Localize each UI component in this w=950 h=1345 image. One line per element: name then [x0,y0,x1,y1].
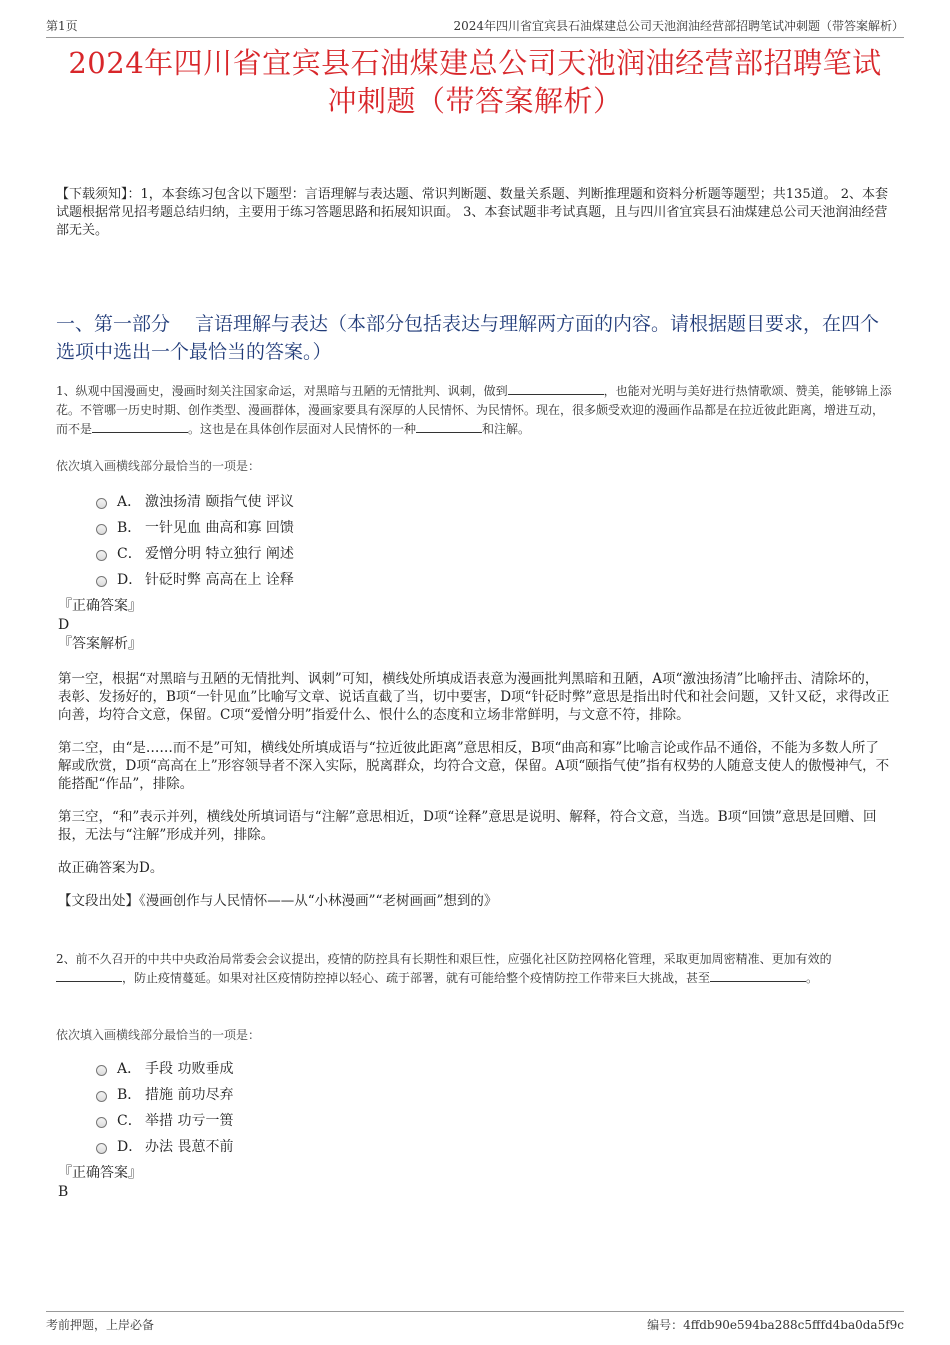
option-text: 爱憎分明 特立独行 阐述 [145,546,294,562]
radio-icon[interactable] [96,1065,107,1076]
radio-icon[interactable] [96,576,107,587]
analysis-paragraph: 第三空，“和”表示并列，横线处所填词语与“注解”意思相近，D项“诠释”意思是说明、解释，符合文意，当选。B项“回馈”意思是回赠、回报，无法与“注解”形成并列，排除。 [58,809,877,843]
question-2-prompt: 依次填入画横线部分最恰当的一项是： [56,1028,261,1042]
blank-line [92,420,188,433]
answer-value: B [58,1184,69,1200]
blank-line [56,969,122,982]
question-2-options [96,1055,233,1159]
option-letter: D． [117,572,143,588]
option-text: 针砭时弊 高高在上 诠释 [145,572,294,588]
option-letter: B． [117,520,142,536]
footer-slogan: 考前押题，上岸必备 [46,1318,155,1332]
running-title: 2024年四川省宜宾县石油煤建总公司天池润油经营部招聘笔试冲刺题（带答案解析） [453,19,904,33]
option-text: 举措 功亏一篑 [145,1113,234,1129]
option-c[interactable] [96,1107,233,1133]
radio-icon[interactable] [96,524,107,535]
question-2-text [56,950,894,988]
analysis-paragraph: 【文段出处】《漫画创作与人民情怀——从“小林漫画”“老树画画”想到的》 [58,893,498,909]
page-header [46,14,904,38]
question-2-text-c: 。 [806,971,819,985]
answer-label: 『正确答案』 [58,598,142,614]
analysis-label: 『答案解析』 [58,636,142,652]
option-text: 办法 畏葸不前 [145,1139,234,1155]
section-title: 一、第一部分 言语理解与表达（本部分包括表达与理解两方面的内容。请根据题目要求，在四个选项中选出一个最恰当的答案。） [56,313,880,363]
question-1-text-b: ，也能对光明与美好进行热情歌颂、赞美，能够锦上添花。不管哪一历史时期、创作类型、漫画群体，漫画家要具有深厚的人民情怀、为民情怀。现在，很多颇受欢迎的漫画作品都是在拉近彼此距离，增进互动，而不是 [56,384,892,436]
option-letter: A． [117,494,142,510]
question-1-analysis [58,670,890,925]
option-letter: A． [117,1061,142,1077]
option-text: 一针见血 曲高和寡 回馈 [145,520,294,536]
option-c[interactable] [96,540,294,566]
option-text: 措施 前功尽弃 [145,1087,234,1103]
question-2-answer [58,1164,142,1202]
question-2-text-a: 2、前不久召开的中共中央政治局常委会会议提出，疫情的防控具有长期性和艰巨性，应强化社区防控网格化管理，采取更加周密精准、更加有效的 [56,952,832,966]
radio-icon[interactable] [96,1117,107,1128]
question-1-text-d: 和注解。 [482,422,531,436]
document-title-line-2: 冲刺题（带答案解析） [327,84,623,118]
option-d[interactable] [96,1133,233,1159]
option-d[interactable] [96,566,294,592]
radio-icon[interactable] [96,1091,107,1102]
question-1-text-a: 1、纵观中国漫画史，漫画时刻关注国家命运，对黑暗与丑陋的无情批判、讽刺，做到 [56,384,508,398]
document-title [30,44,920,120]
question-1-text [56,382,894,439]
question-1-answer [58,597,142,654]
option-a[interactable] [96,488,294,514]
analysis-paragraph: 第一空，根据“对黑暗与丑陋的无情批判、讽刺”可知，横线处所填成语表意为漫画批判黑暗和丑陋，A项“激浊扬清”比喻抨击、清除坏的，表彰、发扬好的，B项“一针见血”比喻写文章、说话直截了当，切中要害，D项“针砭时弊”意思是指出时代和社会问题，又针又砭，求得改正向善，均符合文意，保留。C项“爱憎分明”指爱什么、恨什么的态度和立场非常鲜明，与文意不符，排除。 [58,671,890,723]
answer-label: 『正确答案』 [58,1165,142,1181]
page-number: 第1页 [46,19,78,33]
download-notice: 【下载须知】：1，本套练习包含以下题型：言语理解与表达题、常识判断题、数量关系题、判断推理题和资料分析题等题型；共135道。 2、本套试题根据常见招考题总结归纳，主要用于练习答题思路和拓展知识面。 3、本套试题非考试真题，且与四川省宜宾县石油煤建总公司天池润油经营部无关。 [56,187,888,238]
option-a[interactable] [96,1055,233,1081]
option-b[interactable] [96,514,294,540]
option-letter: B． [117,1087,142,1103]
blank-line [508,382,604,395]
question-1-prompt: 依次填入画横线部分最恰当的一项是： [56,459,261,473]
answer-value: D [58,617,70,633]
option-b[interactable] [96,1081,233,1107]
radio-icon[interactable] [96,498,107,509]
question-1-text-c: 。这也是在具体创作层面对人民情怀的一种 [188,422,417,436]
blank-line [710,969,806,982]
option-letter: C． [117,546,142,562]
question-2-text-b: ，防止疫情蔓延。如果对社区疫情防控掉以轻心、疏于部署，就有可能给整个疫情防控工作带来巨大挑战，甚至 [122,971,711,985]
analysis-paragraph: 故正确答案为D。 [58,860,164,876]
document-title-line-1: 2024年四川省宜宾县石油煤建总公司天池润油经营部招聘笔试 [68,46,882,80]
document-id: 编号：4ffdb90e594ba288c5fffd4ba0da5f9c [647,1318,904,1332]
option-letter: C． [117,1113,142,1129]
page-footer [46,1311,904,1333]
question-1-options [96,488,294,592]
option-text: 激浊扬清 颐指气使 评议 [145,494,294,510]
radio-icon[interactable] [96,1143,107,1154]
radio-icon[interactable] [96,550,107,561]
blank-line [416,420,482,433]
analysis-paragraph: 第二空，由“是……而不是”可知，横线处所填成语与“拉近彼此距离”意思相反，B项“曲高和寡”比喻言论或作品不通俗，不能为多数人所了解或欣赏，D项“高高在上”形容领导者不深入实际，脱离群众，均符合文意，保留。A项“颐指气使”指有权势的人随意支使人的傲慢神气，不能搭配“作品”，排除。 [58,740,890,792]
option-text: 手段 功败垂成 [145,1061,234,1077]
option-letter: D． [117,1139,143,1155]
